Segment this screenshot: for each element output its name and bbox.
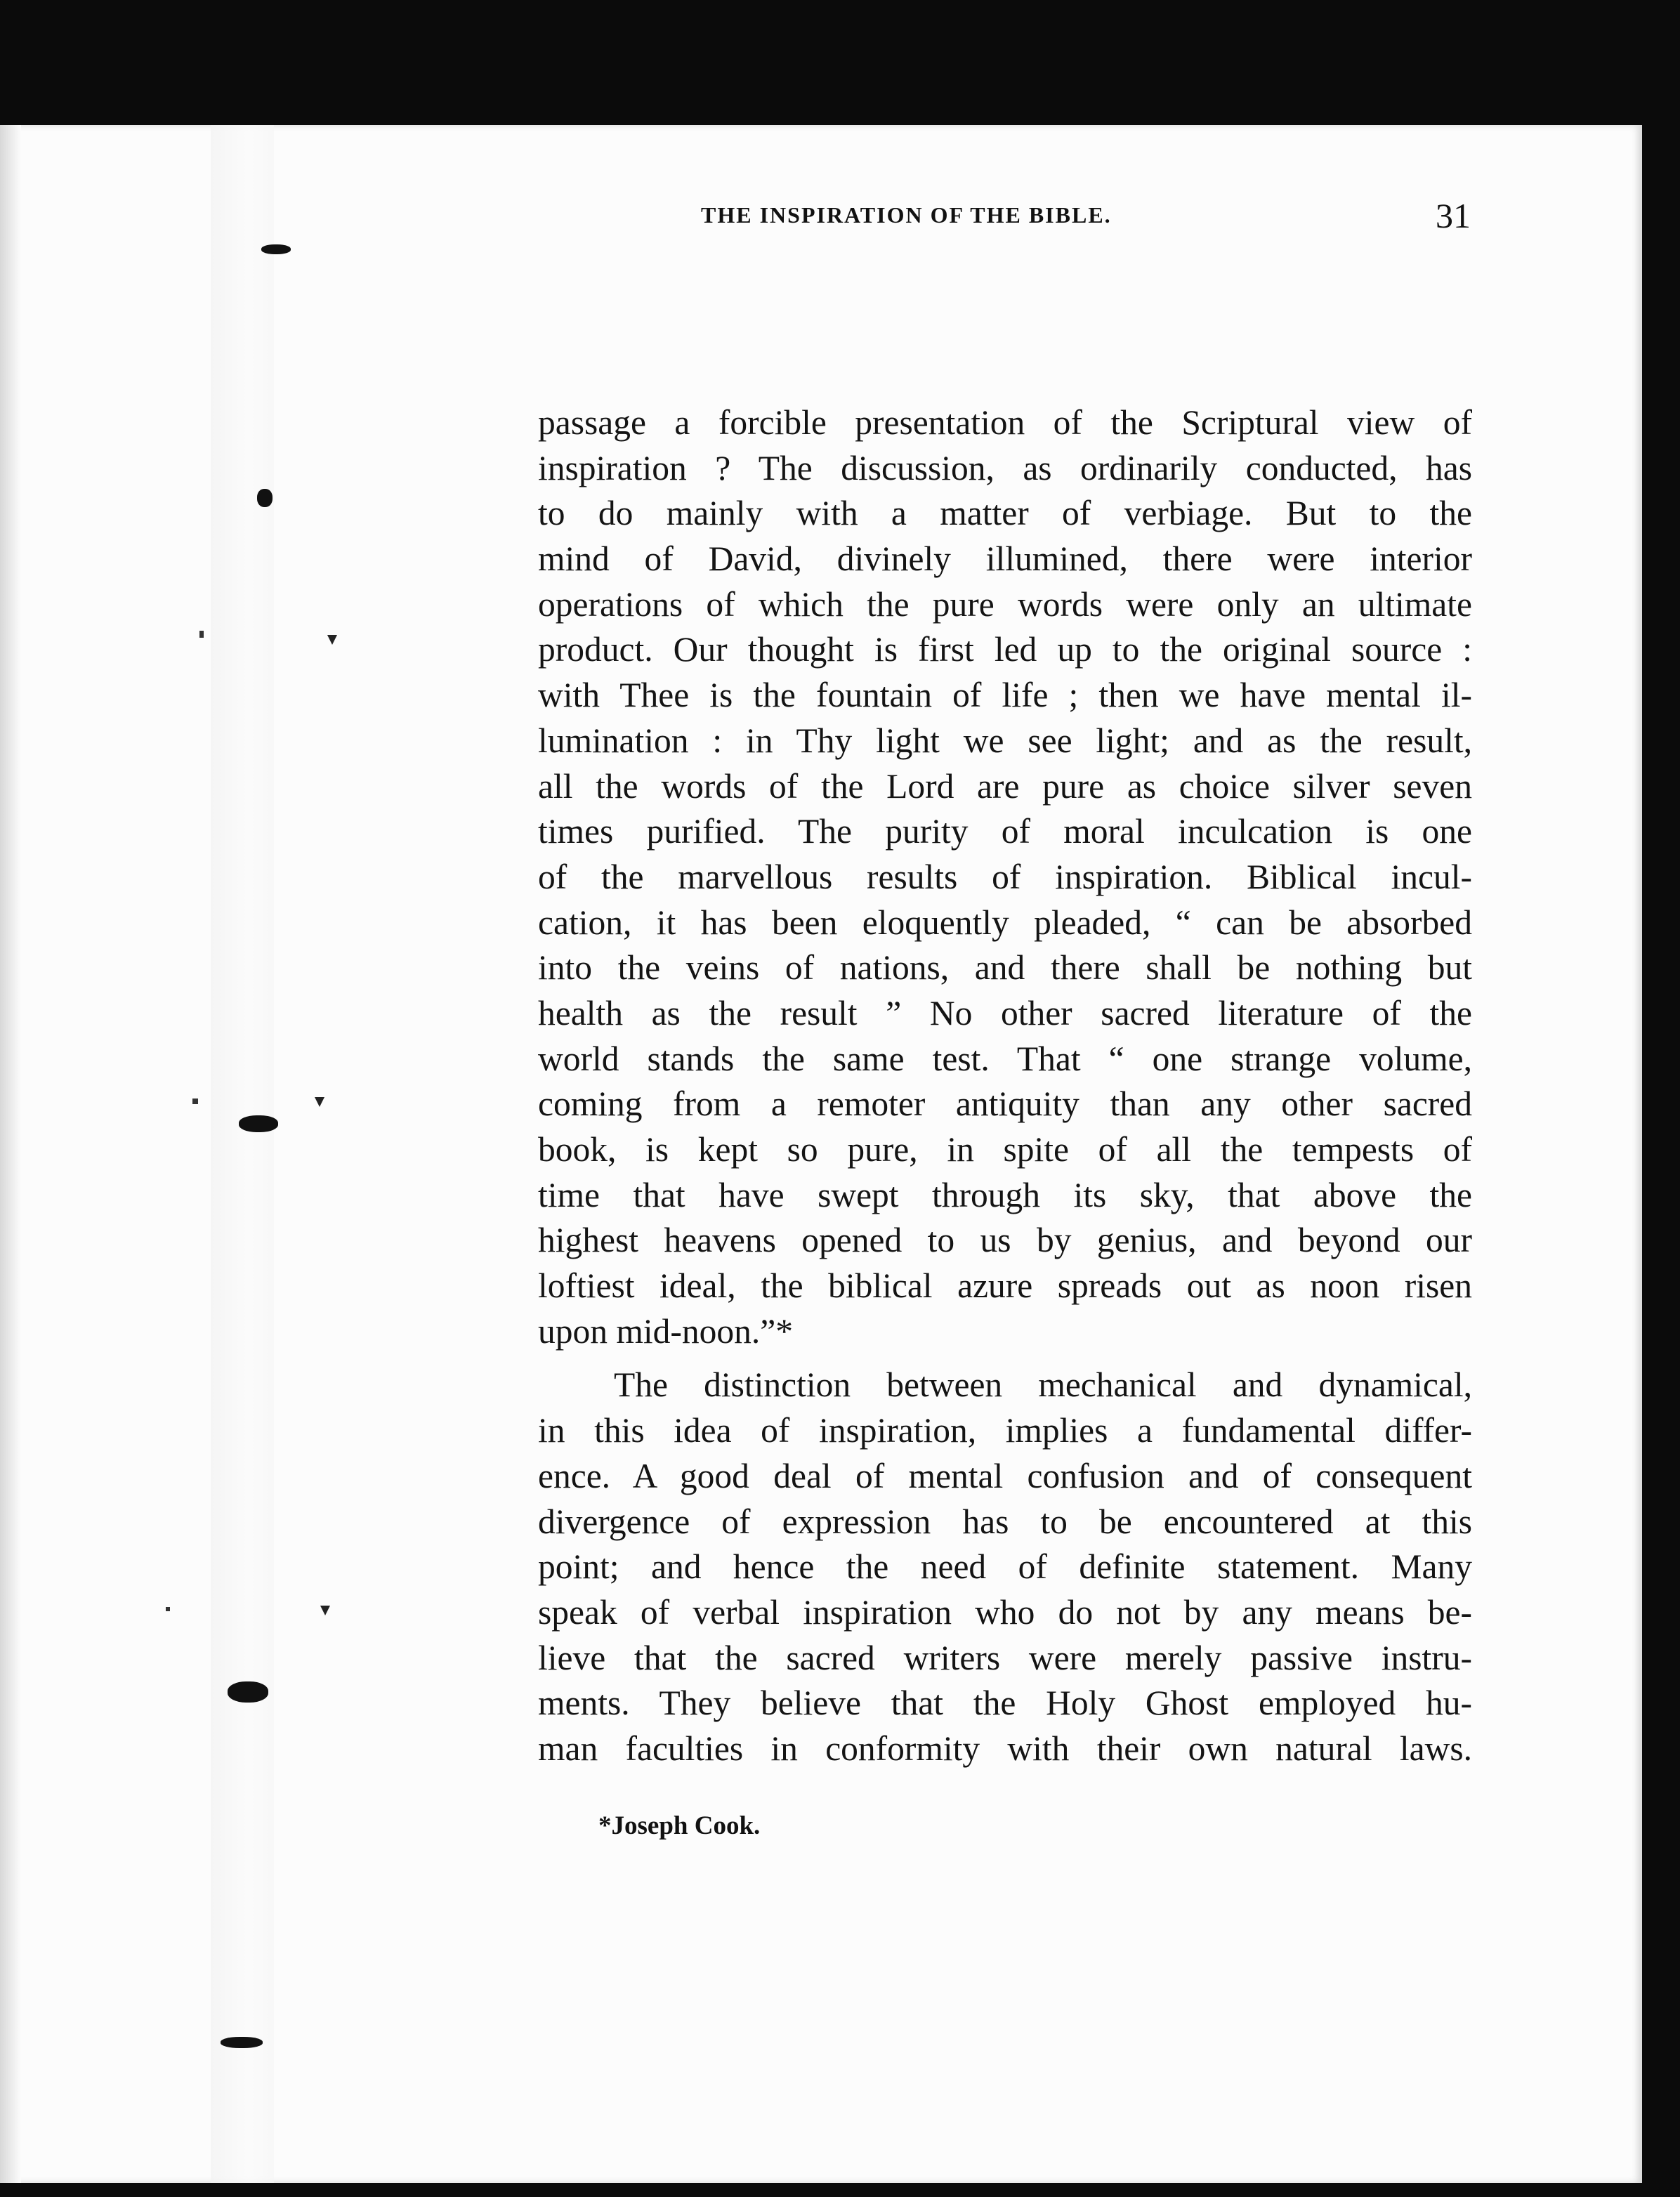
paragraph-2 — [538, 1363, 1472, 1771]
text-line: coming from a remoter antiquity than any other sacred — [538, 1084, 1472, 1124]
page-gutter-shading — [211, 125, 274, 2183]
text-line: inspiration ? The discussion, as ordinarily conducted, has — [538, 448, 1472, 487]
running-header — [701, 195, 1471, 242]
stitch-mark — [228, 1681, 268, 1703]
text-line: book, is kept so pure, in spite of all the tempests of — [538, 1130, 1472, 1169]
text-line: highest heavens opened to us by genius, and beyond our — [538, 1221, 1472, 1260]
text-line: The distinction between mechanical and dynamical, — [614, 1365, 1472, 1405]
gutter-tick-mark — [192, 1098, 198, 1104]
text-line: passage a forcible presentation of the Scriptural view of — [538, 403, 1472, 442]
text-line: man faculties in conformity with their own natural laws. — [538, 1729, 1472, 1768]
paragraph-1 — [538, 400, 1472, 1354]
text-line: upon mid-noon.”* — [538, 1311, 793, 1351]
stitch-mark — [261, 244, 291, 254]
running-title: THE INSPIRATION OF THE BIBLE. — [701, 202, 1112, 228]
text-line: ence. A good deal of mental confusion and of consequent — [538, 1456, 1472, 1495]
gutter-tick-mark — [315, 1097, 324, 1107]
text-line: loftiest ideal, the biblical azure spreads out as noon risen — [538, 1266, 1472, 1306]
stitch-mark — [239, 1115, 278, 1132]
text-line: times purified. The purity of moral inculcation is one — [538, 812, 1472, 851]
gutter-tick-mark — [327, 635, 337, 645]
text-line: with Thee is the fountain of life ; then we have mental il- — [538, 676, 1472, 715]
text-line: time that have swept through its sky, that above the — [538, 1175, 1472, 1214]
text-line: cation, it has been eloquently pleaded, “ can be absorbed — [538, 903, 1472, 942]
body-text — [538, 400, 1472, 1772]
footnote: *Joseph Cook. — [598, 1811, 761, 1840]
gutter-tick-mark — [166, 1607, 170, 1611]
stitch-mark — [221, 2037, 263, 2048]
text-line: ments. They believe that the Holy Ghost employed hu- — [538, 1684, 1472, 1723]
text-line: in this idea of inspiration, implies a fundamental differ- — [538, 1411, 1472, 1450]
text-line: divergence of expression has to be encountered at this — [538, 1502, 1472, 1541]
text-line: world stands the same test. That “ one strange volume, — [538, 1039, 1472, 1078]
text-line: product. Our thought is first led up to the original source : — [538, 630, 1472, 669]
text-line: point; and hence the need of definite statement. Many — [538, 1547, 1472, 1587]
text-line: to do mainly with a matter of verbiage. But to the — [538, 494, 1472, 533]
text-line: operations of which the pure words were only an ultimate — [538, 584, 1472, 624]
text-line: lieve that the sacred writers were merely passive instru- — [538, 1638, 1472, 1677]
page-number: 31 — [1436, 196, 1471, 235]
text-line: health as the result ” No other sacred literature of the — [538, 993, 1472, 1032]
gutter-tick-mark — [320, 1606, 330, 1615]
text-line: speak of verbal inspiration who do not by any means be- — [538, 1592, 1472, 1632]
gutter-tick-mark — [199, 631, 204, 638]
text-line: into the veins of nations, and there shall be nothing but — [538, 948, 1472, 988]
text-line: all the words of the Lord are pure as choice silver seven — [538, 766, 1472, 806]
text-line: of the marvellous results of inspiration. Biblical incul- — [538, 857, 1472, 896]
stitch-mark — [257, 489, 273, 507]
text-line: lumination : in Thy light we see light; and as the result, — [538, 721, 1472, 760]
text-line: mind of David, divinely illumined, there were interior — [538, 539, 1472, 579]
